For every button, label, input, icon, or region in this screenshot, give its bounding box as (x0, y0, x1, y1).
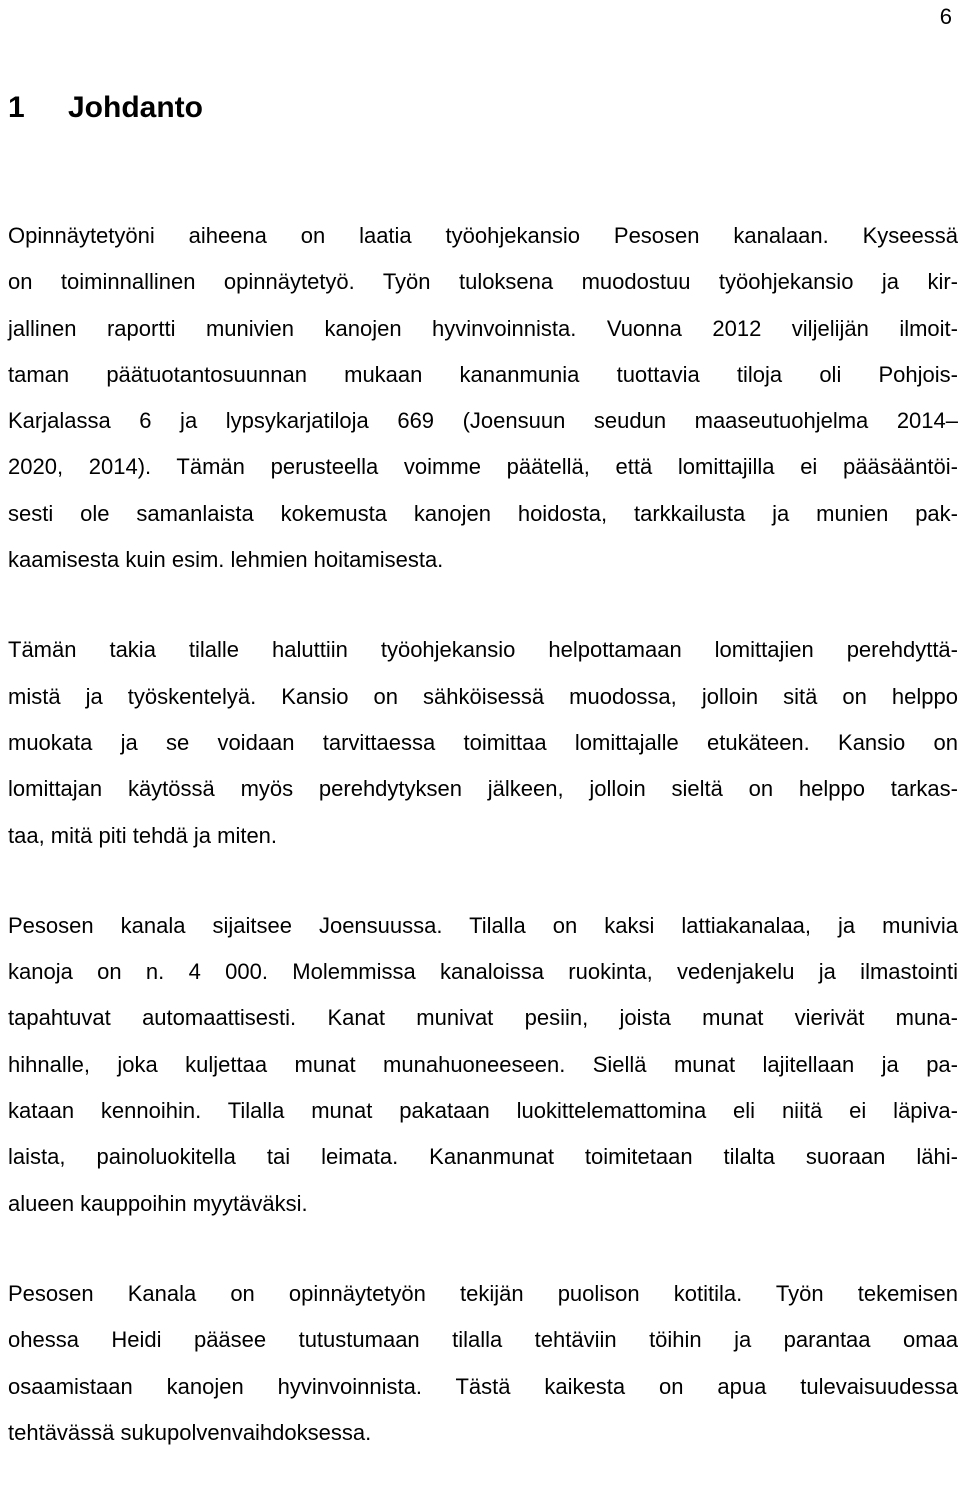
text-line: tapahtuvat automaattisesti. Kanat munivat pesiin, joista munat vierivät muna- (8, 1005, 958, 1031)
text-line: 2020, 2014). Tämän perusteella voimme päätellä, että lomittajilla ei pääsääntöi- (8, 454, 958, 480)
text-line: ohessa Heidi pääsee tutustumaan tilalla tehtäviin töihin ja parantaa omaa (8, 1327, 958, 1353)
paragraph (8, 213, 958, 583)
text-line: jallinen raportti munivien kanojen hyvinvoinnista. Vuonna 2012 viljelijän ilmoit- (8, 315, 958, 341)
paragraph (8, 903, 958, 1227)
text-line: osaamistaan kanojen hyvinvoinnista. Tästä kaikesta on apua tulevaisuudessa (8, 1373, 958, 1399)
text-line: kanoja on n. 4 000. Molemmissa kanaloissa ruokinta, vedenjakelu ja ilmastointi (8, 959, 958, 985)
text-line: mistä ja työskentelyä. Kansio on sähköisessä muodossa, jolloin sitä on helppo (8, 683, 958, 709)
chapter-title: Johdanto (68, 91, 203, 124)
text-line: hihnalle, joka kuljettaa munat munahuoneeseen. Siellä munat lajitellaan ja pa- (8, 1051, 958, 1077)
chapter-heading (8, 88, 203, 128)
text-line: taa, mitä piti tehdä ja miten. (8, 822, 278, 848)
text-line: laista, painoluokitella tai leimata. Kananmunat toimitetaan tilalta suoraan lähi- (8, 1144, 958, 1170)
text-line: Karjalassa 6 ja lypsykarjatiloja 669 (Joensuun seudun maaseutuohjelma 2014– (8, 408, 958, 434)
text-line: taman päätuotantosuunnan mukaan kananmunia tuottavia tiloja oli Pohjois- (8, 361, 958, 387)
text-line: kataan kennoihin. Tilalla munat pakataan luokittelemattomina eli niitä ei läpiva- (8, 1098, 958, 1124)
text-line: Opinnäytetyöni aiheena on laatia työohjekansio Pesosen kanalaan. Kyseessä (8, 223, 958, 248)
text-line: on toiminnallinen opinnäytetyö. Työn tuloksena muodostuu työohjekansio ja kir- (8, 269, 958, 295)
text-line: tehtävässä sukupolvenvaihdoksessa. (8, 1419, 372, 1445)
chapter-number: 1 (8, 91, 25, 124)
text-line: Pesosen kanala sijaitsee Joensuussa. Tilalla on kaksi lattiakanalaa, ja munivia (8, 912, 958, 938)
paragraph (8, 627, 958, 858)
text-line: alueen kauppoihin myytäväksi. (8, 1190, 308, 1216)
text-line: sesti ole samanlaista kokemusta kanojen hoidosta, tarkkailusta ja munien pak- (8, 500, 958, 526)
page-number: 6 (939, 4, 952, 29)
text-line: lomittajan käytössä myös perehdytyksen jälkeen, jolloin sieltä on helppo tarkas- (8, 776, 958, 802)
text-line: muokata ja se voidaan tarvittaessa toimittaa lomittajalle etukäteen. Kansio on (8, 729, 958, 755)
text-line: kaamisesta kuin esim. lehmien hoitamisesta. (8, 547, 444, 573)
text-line: Tämän takia tilalle haluttiin työohjekansio helpottamaan lomittajien perehdyttä- (8, 637, 958, 663)
body-text (8, 213, 958, 1500)
text-line: Pesosen Kanala on opinnäytetyön tekijän puolison kotitila. Työn tekemisen (8, 1280, 958, 1306)
paragraph (8, 1271, 958, 1456)
